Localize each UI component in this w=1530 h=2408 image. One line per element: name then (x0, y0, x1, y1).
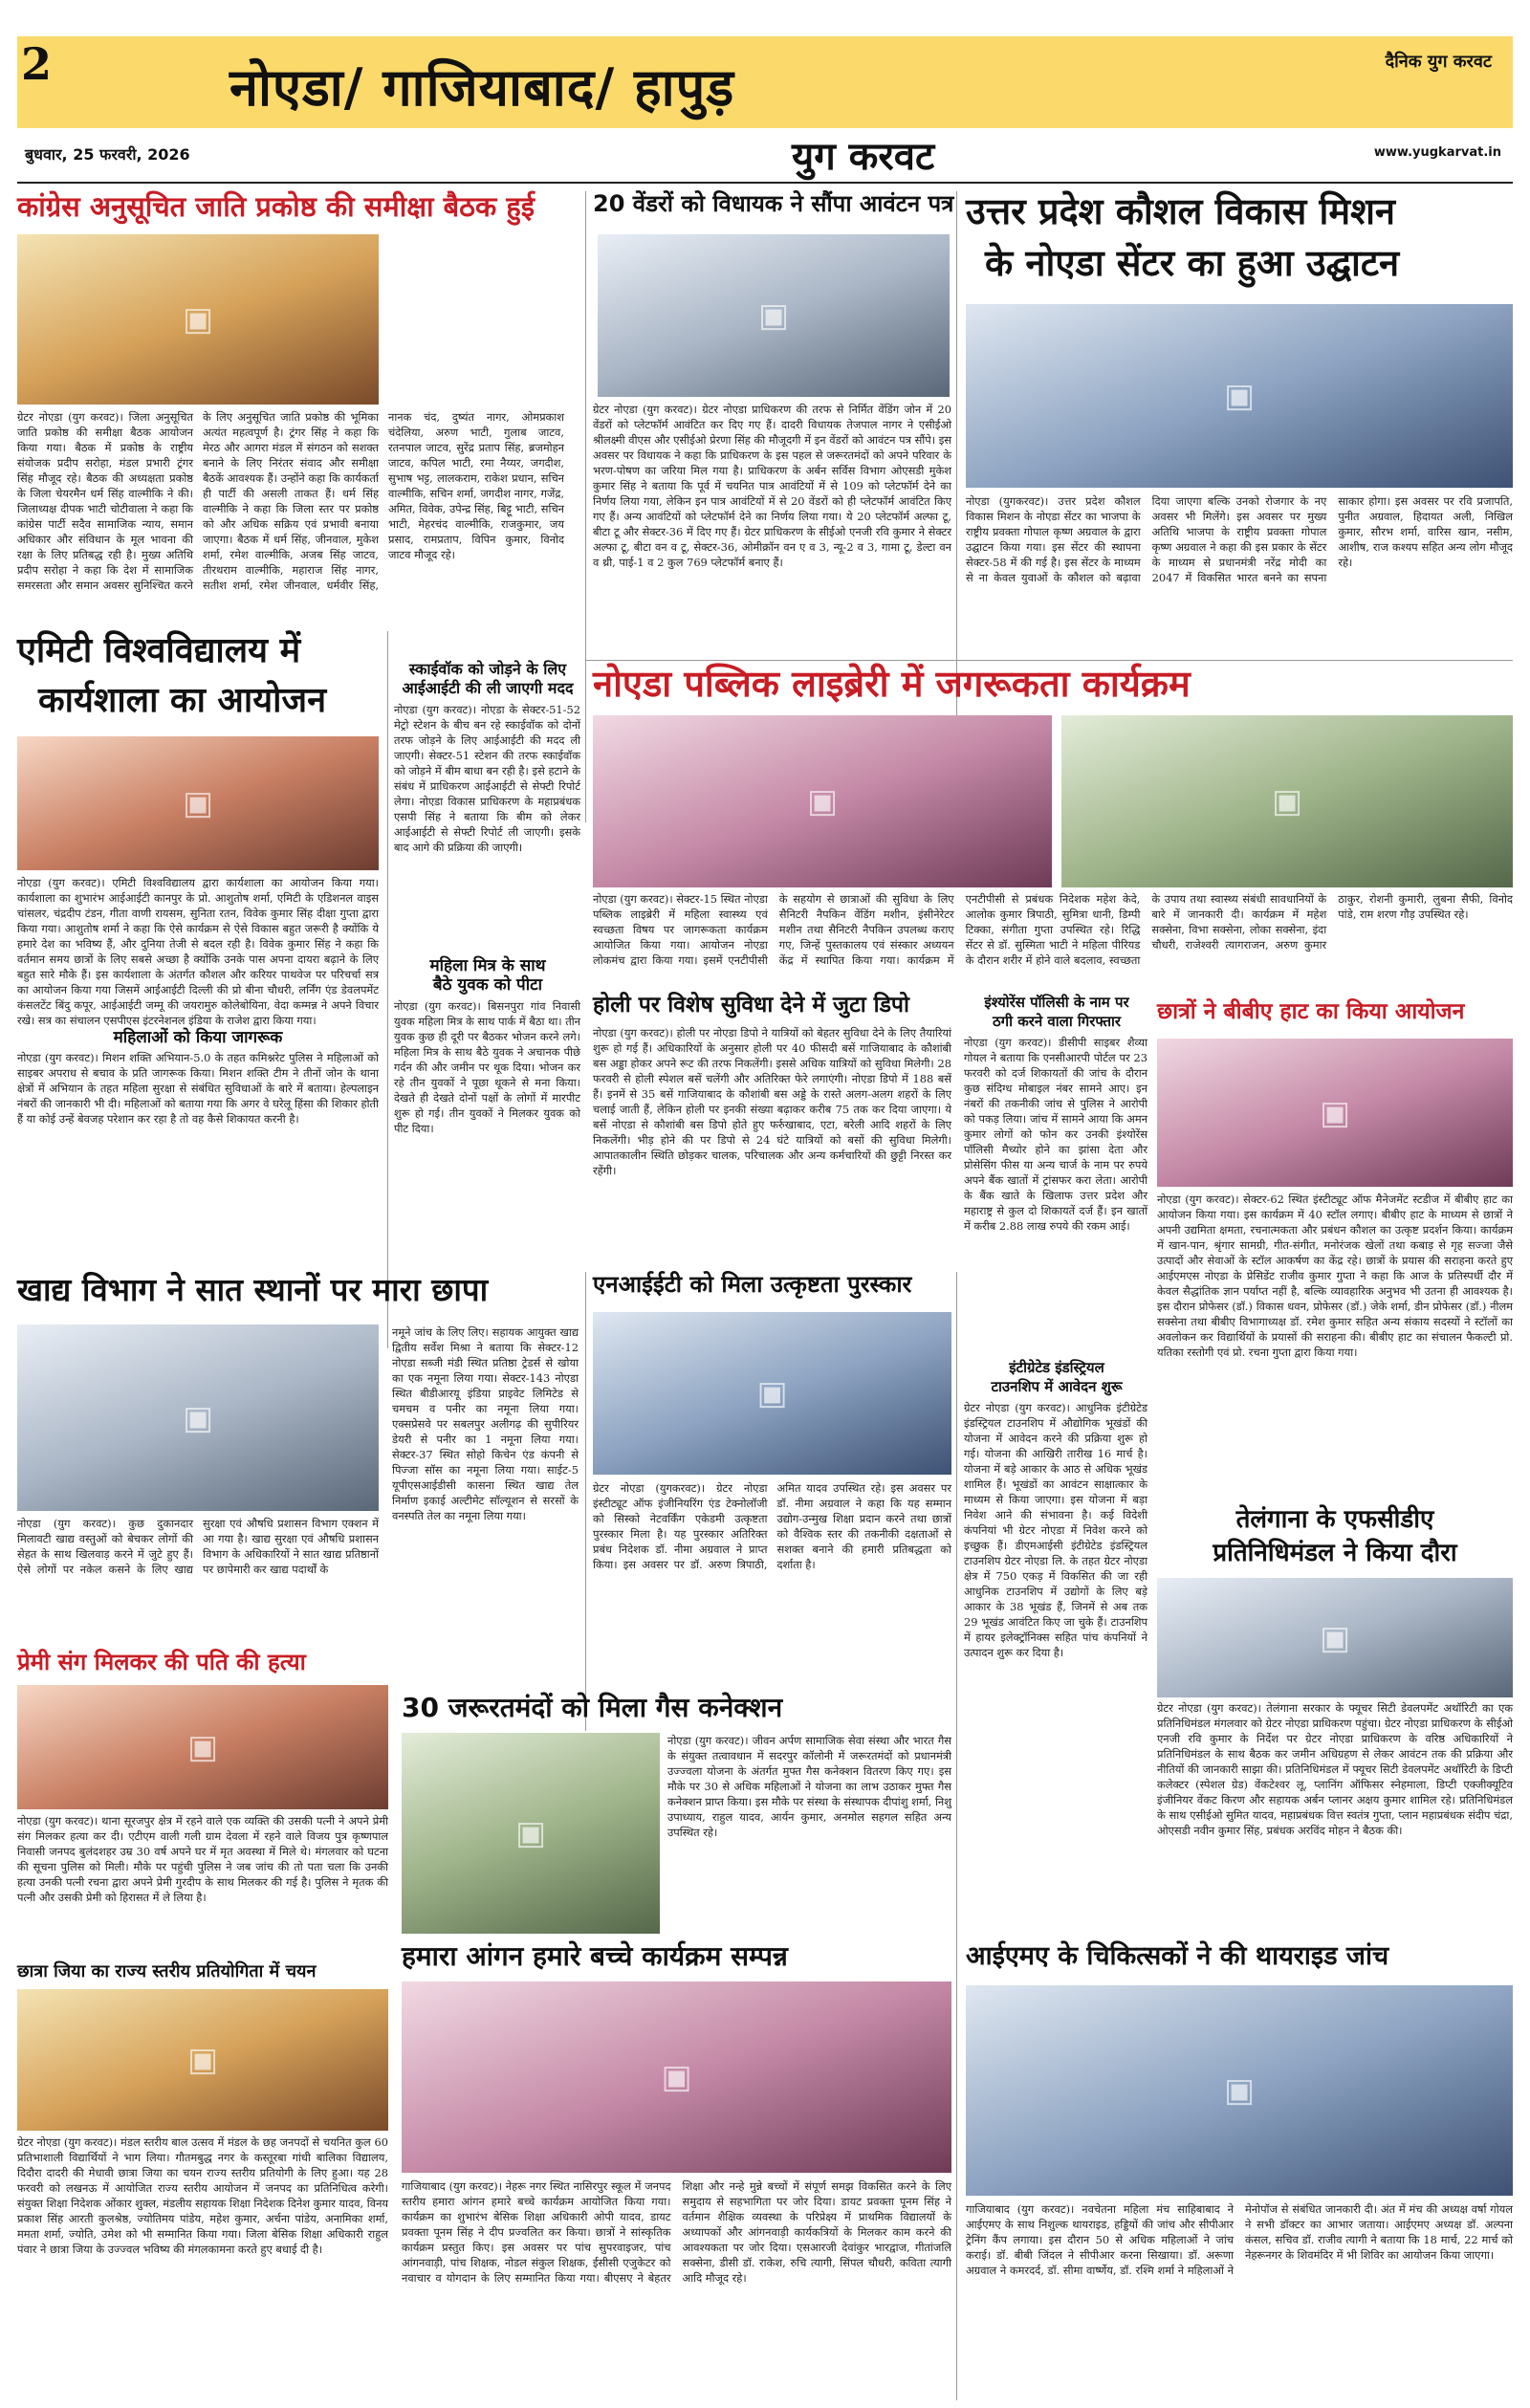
article-headline: खाद्य विभाग ने सात स्थानों पर मारा छापा (17, 1271, 489, 1308)
article-body: नोएडा (युग करवट)। थाना सूरजपुर क्षेत्र में रहने वाले एक व्यक्ति की उसकी पत्नी ने अपने प्रेमी संग मिलकर हत्या कर दी। एटीएम वाली गली ग्राम देवला में रहने वाले विजय पुत्र कृष्णपाल निवासी जनपद बुलंदशहर उम्र 30 वर्ष अपने घर में मृत अवस्था में मिले थे। मंगलवार को घटना की सूचना पुलिस को मिली। मौके पर पहुंची पुलिस ने जब जांच की तो पता चला कि उनकी हत्या उनकी पत्नी रचना द्वारा अपने प्रेमी गुरदीप के साथ मिलकर की गई है। पुलिस ने मृतक की पत्नी और उसकी प्रेमी को हिरासत में ले लिया है। (17, 1814, 388, 1904)
column-divider (387, 631, 388, 1348)
article-headline: छात्रा जिया का राज्य स्तरीय प्रतियोगिता में चयन (17, 1961, 317, 1981)
article-headline: 30 जरूरतमंदों को मिला गैस कनेक्शन (402, 1692, 783, 1723)
article-headline: बैठे युवक को पीटा (432, 975, 543, 995)
column-divider (585, 1272, 586, 1731)
article-headline: तेलंगाना के एफसीडीए (1235, 1505, 1434, 1534)
article-photo: ▣ (17, 1989, 388, 2131)
article-headline: कांग्रेस अनुसूचित जाति प्रकोष्ठ की समीक्षा बैठक हुई (17, 190, 536, 223)
article-body: ग्रेटर नोएडा (युग करवट)। तेलंगाना सरकार के फ्यूचर सिटी डेवलपमेंट अथॉरिटी का एक प्रतिनिधिमंडल मंगलवार को ग्रेटर नोएडा प्राधिकरण पहुंचा। ग्रेटर नोएडा प्राधिकरण के सीईओ एनजी रवि कुमार के निर्देश पर ग्रेटर नोएडा प्राधिकरण के वरिष्ठ अधिकारियों ने प्रतिनिधिमंडल के साथ बैठक कर जमीन अधिग्रहण से लेकर आवंटन तक की प्रक्रिया और नीतियों की जानकारी साझा की। प्रतिनिधिमंडल में फ्यूचर सिटी डेवलपमेंट अथॉरिटी के डिप्टी कलेक्टर (स्पेशल ग्रेड) वेंकटेश्वर लू, प्लानिंग ऑफिसर स्नेहमाला, डिप्टी एक्जीक्यूटिव इंजीनियर वेंकट किरण और सहायक अर्बन प्लानर अक्षय कुमार शामिल रहे। प्रतिनिधिमंडल के साथ एसीईओ सुमित यादव, महाप्रबंधक वित्त स्वतंत्र गुप्ता, प्लान महाप्रबंधक संदीप चंद्रा, ओएसडी नवीन कुमार सिंह, प्रबंधक अरविंद मोहन ने बैठक की। (1157, 1701, 1513, 1837)
masthead-rule (17, 182, 1513, 184)
article-body: गाजियाबाद (युग करवट)। नवचेतना महिला मंच साहिबाबाद ने आईएमए के साथ निशुल्क थायराइड, हड्डियों की जांच और सीपीआर ट्रेनिंग कैंप लगाया। इस दौरान 50 से अधिक महिलाओं ने जांच कराई। डॉ. बीबी जिंदल ने सीपीआर करना सिखाया। डॉ. अरूणा अग्रवाल ने कमरदर्द, डॉ. सीमा वार्ष्णेय, डॉ. रश्मि शर्मा ने महिलाओं ने मेनोपॉज से संबंधित जानकारी दी। अंत में मंच की अध्यक्ष वर्षा गोयल ने सभी डॉक्टर का आभार जताया। आईएमए अध्यक्ष डॉ. अल्पना कंसल, सचिव डॉ. राजीव त्यागी ने बताया कि 18 मार्च, 22 मार्च को नेहरूनगर के शिवमंदिर में भी शिविर का आयोजन किया जाएगा। (966, 2202, 1513, 2277)
section-title: नोएडा/ गाजियाबाद/ हापुड़ (230, 57, 735, 118)
article-body: नोएडा (युग करवट)। सेक्टर-62 स्थित इंस्टीट्यूट ऑफ मैनेजमेंट स्टडीज में बीबीए हाट का आयोजन किया गया। इस कार्यक्रम में 40 स्टॉल लगाए। बीबीए हाट के माध्यम से छात्रों ने अपनी उद्यमिता क्षमता, रचनात्मकता और प्रबंधन कौशल का उत्कृष्ट प्रदर्शन किया। कार्यक्रम में खान-पान, श्रृंगार सामग्री, गीत-संगीत, मनोरंजक खेलों तथा कबाड़ से गृह सज्जा जैसे उत्पादों और सेवाओं के स्टॉल आकर्षण का केंद्र रहे। छात्रों के प्रयास की सराहना करते हुए आईएमएस नोएडा के प्रेसिडेंट राजीव कुमार गुप्ता ने कहा कि आज के प्रतिस्पर्धी दौर में केवल सैद्धांतिक ज्ञान पर्याप्त नहीं है, बल्कि व्यावहारिक अनुभव भी उतना ही आवश्यक है। इस दौरान प्रोफेसर (डॉ.) विकास धवन, प्रोफेसर (डॉ.) जेके शर्मा, डीन प्रोफेसर (डॉ.) नीलम सक्सेना तथा बीबीए विभागाध्यक्ष डॉ. रमेश कुमार सहित अन्य संकाय सदस्यों ने स्टॉलों का अवलोकन कर विद्यार्थियों के प्रयासों की सराहना की। बीबीए हाट का संचालन फैकल्टी प्रो. यतिका रस्तोगी एवं प्रो. रचना गुप्ता द्वारा किया गया। (1157, 1193, 1513, 1359)
article-body: नोएडा (युग करवट)। होली पर नोएडा डिपो ने यात्रियों को बेहतर सुविधा देने के लिए तैयारियां शुरू हो गई हैं। अधिकारियों के अनुसार होली पर 40 फीसदी बसें गाजियाबाद के कौशांबी बस अड्डा होकर अपने रूट की तरफ निकलेंगी। इससे अधिक यात्रियों को सुविधा मिलेगी। 28 फरवरी से होली स्पेशल बसें चलेंगी और अतिरिक्त फेरे लगाएंगी। नोएडा डिपो में 188 बसें हैं। इनमें से 35 बसें गाजियाबाद के कौशांबी बस अड्डे के रास्ते अलग-अलग शहरों के लिए चलाई जाती हैं, लेकिन होली पर इनकी संख्या बढ़ाकर करीब 75 तक कर दिया जाएगा। ये बसें नोएडा से कौशांबी बस डिपो होते हुए फर्रुखाबाद, एटा, बरेली आदि शहरों के लिए निकलेंगी। भीड़ होने की पर डिपो से 24 घंटे यात्रियों को बसों की सुविधा मिलेगी। आपातकालीन स्थिति छोड़कर चालक, परिचालक और अन्य कर्मचारियों की छुट्टी निरस्त कर रहेंगी। (593, 1026, 951, 1177)
article-headline: ठगी करने वाला गिरफ्तार (992, 1013, 1122, 1030)
article-body: नोएडा (युग करवट)। डीसीपी साइबर शैव्या गोयल ने बताया कि एनसीआरपी पोर्टल पर 23 फरवरी को दर्ज शिकायतों की जांच के दौरान कुछ संदिग्ध मोबाइल नंबर सामने आए। इन नंबरों की तकनीकी जांच से पुलिस ने आरोपी को पकड़ लिया। जांच में सामने आया कि अमन कुमार लोगों को फोन कर उनकी इंश्योरेंस पॉलिसी मैच्योर होने का झांसा देता और प्रोसेसिंग फीस या अन्य चार्ज के नाम पर रुपये अपने बैंक खातों में ट्रांसफर करा लेता। आरोपी के बैंक खाते के खिलाफ उत्तर प्रदेश और महाराष्ट्र से कुल दो शिकायतें दर्ज हैं। इन खातों में करीब 2.88 लाख रुपये की रकम आई। (964, 1036, 1148, 1233)
article-body-cont (382, 234, 579, 602)
article-headline: होली पर विशेष सुविधा देने में जुटा डिपो (593, 993, 909, 1018)
article-photo: ▣ (593, 715, 1052, 887)
article-photo: ▣ (1157, 1039, 1513, 1187)
article-photo: ▣ (17, 1324, 379, 1511)
article-photo: ▣ (17, 234, 379, 405)
article-photo: ▣ (402, 1981, 951, 2173)
article-headline: के नोएडा सेंटर का हुआ उद्घाटन (985, 242, 1400, 284)
page-number: 2 (21, 38, 53, 90)
article-headline: एनआईईटी को मिला उत्कृष्टता पुरस्कार (593, 1271, 912, 1298)
article-photo: ▣ (593, 1312, 951, 1475)
article-headline: 20 वेंडरों को विधायक ने सौंपा आवंटन पत्र (593, 190, 954, 217)
article-headline: प्रतिनिधिमंडल ने किया दौरा (1213, 1539, 1457, 1567)
article-body: नमूने जांच के लिए लिए। सहायक आयुक्त खाद्य द्वितीय सर्वेश मिश्रा ने बताया कि सेक्टर-12 नोएडा सब्जी मंडी स्थित प्रतिष्ठा ट्रेडर्स से खोया का एक नमूना लिया गया। सेक्टर-143 नोएडा स्थित बीडीआरयू इंडिया प्राइवेट लिमिटेड से चमचम व पनीर का नमूना लिया गया। एक्सप्रेसवे पर सबलपुर अलीगढ़ की सुपीरियर डेयरी से पनीर का 1 नमूना लिया गया। सेक्टर-37 स्थित सोहो किचेन एंड कंपनी से पिज्जा सॉस का नमूना लिया गया। साईट-5 यूपीएसआईडीसी कासना स्थित खाद्य तेल निर्माण इकाई अल्टीमेट सॉल्यूशन से सरसों के वनस्पति तेल का नमूना लिया गया। (392, 1325, 579, 1522)
column-divider (956, 1272, 957, 2400)
article-headline: एमिटी विश्वविद्यालय में (17, 631, 301, 670)
article-headline: उत्तर प्रदेश कौशल विकास मिशन (966, 190, 1395, 232)
article-photo: ▣ (966, 304, 1513, 488)
article-photo: ▣ (1157, 1578, 1513, 1697)
article-body: नोएडा (युग करवट)। सेक्टर-15 स्थित नोएडा पब्लिक लाइब्रेरी में महिला स्वास्थ्य एवं स्वच्छता विषय पर जागरूकता कार्यक्रम आयोजित किया गया। आयोजन नोएडा लोकमंच द्वारा किया गया। इसमें एनटीपीसी के सहयोग से छात्राओं की सुविधा के लिए सैनिटरी नैपकिन वेंडिंग मशीन, इंसीनेरेटर मशीन तथा सैनिटरी नैपकिन उपलब्ध कराए गए, जिन्हें पुस्तकालय एवं संस्कार अध्ययन केंद्र में स्थापित किया गया। कार्यक्रम में एनटीपीसी से प्रबंधक निदेशक महेश केदे, आलोक कुमार त्रिपाठी, सुमित्रा धानी, डिम्पी टिक्का, संगीता गुप्ता उपस्थित रहे। रिद्धि सेंटर से डॉ. सुस्मिता भाटी ने महिला पीरियड के दौरान शरीर में होने वाले बदलाव, स्वच्छता के उपाय तथा स्वास्थ्य संबंधी सावधानियों के बारे में जानकारी दी। कार्यक्रम में महेश सक्सेना, विभा सक्सेना, लोका सक्सेना, इंदा चौधरी, राजेश्वरी त्यागराजन, अरुण कुमार ठाकुर, रोशनी कुमारी, लुबना सैफी, विनोद पांडे, राम शरण गौड़ उपस्थित रहे। (593, 892, 1513, 967)
article-headline: आईएमए के चिकित्सकों ने की थायराइड जांच (966, 1941, 1389, 1971)
article-body: नोएडा (युग करवट)। कुछ दुकानदार मिलावटी खाद्य वस्तुओं को बेचकर लोगों की सेहत के साथ खिलवाड़ करने में जुटे हुए हैं। ऐसे लोगों पर नकेल कसने के लिए खाद्य सुरक्षा एवं औषधि प्रशासन विभाग एक्शन में आ गया है। खाद्य सुरक्षा एवं औषधि प्रशासन विभाग के अधिकारियों ने सात खाद्य प्रतिष्ठानों पर छापेमारी कर खाद्य पदार्थों के (17, 1517, 379, 1576)
article-headline: कार्यशाला का आयोजन (38, 681, 327, 720)
column-divider (585, 191, 586, 822)
article-headline: इंटीग्रेटेड इंडस्ट्रियल (1009, 1359, 1104, 1376)
article-body: ग्रेटर नोएडा (युग करवट)। मंडल स्तरीय बाल उत्सव में मंडल के छह जनपदों से चयनित कुल 60 प्रतिभाशाली विद्यार्थियों ने भाग लिया। गौतमबुद्ध नगर के कस्तूरबा गांधी बालिका विद्यालय, दिदौरा दादरी की मेधावी छात्रा जिया का चयन राज्य स्तरीय प्रतियोगी के लिए हुआ। यह 28 फरवरी को लखनऊ में आयोजित राज्य स्तरीय आयोजन में जनपद का प्रतिनिधित्व करेगी। संयुक्त शिक्षा निदेशक ओंकार शुक्ल, मंडलीय सहायक शिक्षा निदेशक दिनेश कुमार यादव, विनय प्रकाश सिंह आरती कुलश्रेष्ठ, ज्योतिमय पांडेय, महेश कुमार, अर्चना पांडेय, अनामिका शर्मा, ममता शर्मा, ज्योति, उमेश को भी सम्मानित किया गया। जिला बेसिक शिक्षा अधिकारी राहुल पंवार ने छात्रा जिया के उज्ज्वल भविष्य की मंगलकामना करते हुए बधाई दी है। (17, 2135, 388, 2256)
website-url: www.yugkarvat.in (1373, 145, 1501, 160)
article-photo: ▣ (1061, 715, 1513, 887)
article-headline: प्रेमी संग मिलकर की पति की हत्या (17, 1649, 306, 1675)
article-headline: आईआईटी की ली जाएगी मदद (402, 679, 574, 697)
divider (585, 660, 1513, 661)
article-body: ग्रेटर नोएडा (युग करवट)। आधुनिक इंटीग्रेटेड इंडस्ट्रियल टाउनशिप में औद्योगिक भूखंडों की योजना में आवेदन करने की प्रक्रिया शुरू हो गई। योजना की आखिरी तारीख 16 मार्च है। योजना में बड़े आकार के आठ से अधिक भूखंड शामिल हैं। भूखंडों का आवंटन साक्षात्कार के माध्यम से किया जाएगा। इस योजना में बड़ा निवेश आने की संभावना है। कई विदेशी कंपनियां भी ग्रेटर नोएडा में निवेश करने को इच्छुक हैं। डीएमआईसी इंटीग्रेटेड इंडस्ट्रियल टाउनशिप ग्रेटर नोएडा लि. के तहत ग्रेटर नोएडा क्षेत्र में 750 एकड़ में विकसित की जा रही आधुनिक टाउनशिप में उद्योगों के लिए बड़े आकार के 38 भूखंड हैं, जिनमें से अब तक 29 भूखंड आवंटित किए जा चुके हैं। टाउनशिप में हायर इलेक्ट्रॉनिक्स सहित पांच कंपनियों ने उत्पादन शुरू कर दिया है। (964, 1401, 1148, 1659)
brand-logo-text: युग करवट (792, 134, 935, 179)
article-headline: स्काईवॉक को जोड़ने के लिए (408, 660, 567, 678)
article-headline: महिलाओं को किया जागरूक (113, 1028, 283, 1047)
article-headline: हमारा आंगन हमारे बच्चे कार्यक्रम सम्पन्न (402, 1940, 788, 1972)
article-body: गाजियाबाद (युग करवट)। नेहरू नगर स्थित नासिरपुर स्कूल में जनपद स्तरीय हमारा आंगन हमारे बच्चे कार्यक्रम आयोजित किया गया। कार्यक्रम का शुभारंभ बेसिक शिक्षा अधिकारी ओपी यादव, डायट प्रवक्ता पूनम सिंह ने दीप प्रज्वलित कर किया। छात्रों ने सांस्कृतिक कार्यक्रम प्रस्तुत किए। इस अवसर पर पांच सुपरवाइजर, पांच आंगनवाड़ी, पांच शिक्षक, नोडल संकुल शिक्षक, ईसीसी एजुकेटर को नवाचार व योगदान के लिए सम्मानित किया गया। बीएसए ने बेहतर शिक्षा और नन्हे मुन्ने बच्चों में संपूर्ण समझ विकसित करने के लिए समुदाय से सहभागिता पर जोर दिया। डायट प्रवक्ता पूनम सिंह ने वर्तमान शैक्षिक व्यवस्था के परिप्रेक्ष्य में प्राथमिक विद्यालयों के अध्यापकों और आंगनवाड़ी कार्यकत्रियों के मिलकर काम करने की आवश्यकता पर जोर दिया। एसआरजी देवांकुर भारद्वाज, गीतांजलि सक्सेना, डीसी डॉ. राकेश, रुचि त्यागी, सिंपल चौधरी, कविता त्यागी आदि मौजूद रहे। (402, 2179, 951, 2285)
article-photo: ▣ (966, 1985, 1513, 2196)
article-headline: नोएडा पब्लिक लाइब्रेरी में जगरूकता कार्यक्रम (593, 663, 1191, 705)
article-photo: ▣ (402, 1733, 660, 1934)
article-body: नोएडा (युग करवट)। मिशन शक्ति अभियान-5.0 के तहत कमिश्नरेट पुलिस ने महिलाओं को साइबर अपराध से बचाव के प्रति जागरूक किया। मिशन शक्ति टीम ने तीनों जोन के थाना क्षेत्रों में अभियान के तहत महिला सुरक्षा से संबंधित सुविधाओं के बारे में बताया। हेल्पलाइन नंबरों की जानकारी भी दी। महिलाओं को बताया गया कि अगर वे घरेलू हिंसा की शिकार होती हैं या कोई उन्हें बेवजह परेशान कर रहा है तो वह कैसे शिकायत करनी है। (17, 1051, 379, 1126)
article-body: नोएडा (युग करवट)। जीवन अर्पण सामाजिक सेवा संस्था और भारत गैस के संयुक्त तत्वावधान में सदरपुर कॉलोनी में जरूरतमंदों को प्रधानमंत्री उज्ज्वला योजना के अंतर्गत मुफ्त गैस कनेक्शन वितरण किए गए। इस मौके पर 30 से अधिक महिलाओं ने योजना का लाभ उठाकर मुफ्त गैस कनेक्शन प्राप्त किया। इस मौके पर संस्था के संस्थापक दीपांशु शर्मा, निशु उपाध्याय, राहुल यादव, आर्यन कुमार, अनमोल सहगल सहित अन्य उपस्थित रहे। (667, 1734, 951, 1839)
article-photo: ▣ (17, 736, 379, 870)
article-photo: ▣ (598, 234, 950, 397)
issue-date: बुधवार, 25 फरवरी, 2026 (25, 145, 190, 164)
article-body: ग्रेटर नोएडा (युग करवट)। ग्रेटर नोएडा प्राधिकरण की तरफ से निर्मित वेंडिंग जोन में 20 वेंडरों को प्लेटफॉर्म आवंटित कर दिए गए हैं। दादरी विधायक तेजपाल नागर ने एसीईओ श्रीलक्ष्मी वीएस और एसीईओ प्रेरणा सिंह की मौजूदगी में इन वेंडरों को आवंटन पत्र सौंपे। इस अवसर पर विधायक ने कहा कि प्राधिकरण के इस पहल से जरूरतमंदों को अपने परिवार के भरण-पोषण का जरिया मिल गया है। प्राधिकरण के अर्बन सर्विस विभाग ओएसडी मुकेश कुमार सिंह ने बताया कि पूर्व में चयनित पात्र आवंटियों में से 109 को प्लेटफॉर्म देने का निर्णय लिया गया, लेकिन इन पात्र आवंटियों में से 20 वेंडरों को ही प्लेटफॉर्म आवंटित किए गए हैं। अन्य आवंटियों को प्लेटफॉर्म देने का निर्णय लिया गया। ये 20 प्लेटफॉर्म अल्फा टू, बीटा टू और सेक्टर-36 में दिए गए हैं। ग्रेटर प्राधिकरण के सीईओ एनजी रवि कुमार ने सेक्टर अल्फा टू, बीटा वन व टू, सेक्टर-36, ओमीक्रॉन वन ए व 3, न्यू-2 व 3, गामा टू, डेल्टा वन व थ्री, पाई-1 व 2 कुल 769 प्लेटफॉर्म बनाए हैं। (593, 403, 951, 569)
article-body: नोएडा (युग करवट)। एमिटी विश्वविद्यालय द्वारा कार्यशाला का आयोजन किया गया। कार्यशाला का शुभारंभ आईआईटी कानपुर के प्रो. आशुतोष शर्मा, एमिटी के एडिशनल वाइस चांसलर, चंद्रदीप टंडन, गीता वाणी रायसम, सुनिता रतन, विवेक कुमार सिंह दीक्षा गुप्ता द्वारा किया गया। आशुतोष शर्मा ने कहा कि ऐसे कार्यक्रम से ऐसे विकास बहुत जरूरी है क्योंकि ये हमारे देश का भविष्य हैं, और दुनिया तेजी से बदल रही है। विवेक कुमार सिंह ने कहा कि वर्तमान समय छात्रों के लिए सबसे अच्छा है क्योंकि उनके पास अपना दायरा बढ़ाने के लिए बहुत सारे मौके हैं। इस कार्यशाला के अंतर्गत कौशल और करियर पाथवेज पर परिचर्चा सत्र का आयोजन किया गया जिसमें आईआईटी दिल्ली की प्रो बीना चौधरी, लर्निंग एंड डेवलपमेंट कंसलटेंट बिंदु कपूर, आईआईटी जम्मू की जयरामुरु कोलेबोयिना, वेदा कम्मन्न ने अपने विचार रखे। सत्र का संचालन एसपीएस इंटरनेशनल इंडिया के राजेश द्वारा किया गया। (17, 876, 379, 1027)
article-body: नोएडा (युगकरवट)। उत्तर प्रदेश कौशल विकास मिशन के नोएडा सेंटर का भाजपा के राष्ट्रीय प्रवक्ता गोपाल कृष्ण अग्रवाल के द्वारा उद्घाटन किया गया। इस सेंटर की स्थापना सेक्टर-58 में की गई है। इस सेंटर के माध्यम से ना केवल युवाओं के कौशल को बढ़ावा दिया जाएगा बल्कि उनको रोजगार के नए अवसर भी मिलेंगे। इस अवसर पर मुख्य अतिथि भाजपा के राष्ट्रीय प्रवक्ता गोपाल कृष्ण अग्रवाल ने कहा की इस प्रकार के सेंटर के माध्यम से प्रधानमंत्री नरेंद्र मोदी का 2047 में विकसित भारत बनने का सपना साकार होगा। इस अवसर पर रवि प्रजापति, पुनीत अग्रवाल, हिदायत अली, निखिल कुमार, सौरभ शर्मा, वारिस खान, नसीम, आशीष, राज कश्यप सहित अन्य लोग मौजूद रहे। (966, 494, 1513, 584)
article-body: नोएडा (युग करवट)। बिसनपुरा गांव निवासी युवक महिला मित्र के साथ पार्क में बैठा था। तीन युवक कुछ ही दूरी पर बैठकर भोजन करने लगे। महिला मित्र के साथ बैठे युवक ने अचानक पीछे गर्दन की और जमीन पर थूक दिया। भोजन कर रहे तीन युवकों ने पूछा थूकने से मना किया। देखते ही देखते दोनों पक्षों के लोगों में मारपीट शुरू हो गई। तीन युवकों ने मिलकर युवक को पीट दिया। (394, 999, 580, 1135)
article-body: नोएडा (युग करवट)। नोएडा के सेक्टर-51-52 मेट्रो स्टेशन के बीच बन रहे स्काईवॉक को दोनों तरफ जोड़ने के लिए आईआईटी की मदद ली जाएगी। सेक्टर-51 स्टेशन की तरफ स्काईवॉक को जोड़ने में बीम बाधा बन रही है। इसे हटाने के संबंध में प्राधिकरण आईआईटी से सेफ्टी रिपोर्ट लेगा। नोएडा विकास प्राधिकरण के महाप्रबंधक एसपी सिंह ने बताया कि बीम को लेकर आईआईटी से सेफ्टी रिपोर्ट ली जाएगी। इसके बाद आगे की प्रक्रिया की जाएगी। (394, 703, 580, 854)
article-headline: टाउनशिप में आवेदन शुरू (991, 1378, 1123, 1395)
article-body: ग्रेटर नोएडा (युग करवट)। जिला अनुसूचित जाति प्रकोष्ठ की समीक्षा बैठक आयोजन किया गया। बैठक में प्रकोष्ठ के राष्ट्रीय संयोजक प्रदीप सरोहा, मंडल प्रभारी ट्रंगर सिंह मौजूद रहे। बैठक की अध्यक्षता प्रकोष्ठ के जिला चेयरमैन धर्म सिंह वाल्मीकि ने की। जिलाध्यक्ष दीपक भाटी चोटीवाला ने कहा कि कांग्रेस पार्टी सदैव सामाजिक न्याय, समान अधिकार और संविधान के मूल भावना की रक्षा के लिए प्रतिबद्ध रही है। मुख्य अतिथि प्रदीप सरोहा ने कहा कि देश में सामाजिक समरसता और समान अवसर सुनिश्चित करने के लिए अनुसूचित जाति प्रकोष्ठ की भूमिका अत्यंत महत्वपूर्ण है। ट्रंगर सिंह ने कहा कि मेरठ और आगरा मंडल में संगठन को सशक्त बनाने के लिए निरंतर संवाद और समीक्षा बैठकें आवश्यक हैं। उन्होंने कहा कि कार्यकर्ता ही पार्टी की असली ताकत हैं। धर्म सिंह वाल्मीकि ने कहा कि जिला स्तर पर प्रकोष्ठ को और अधिक सक्रिय एवं प्रभावी बनाया जाएगा। बैठक में धर्म सिंह, जीनवाल, मुकेश शर्मा, रमेश वाल्मीकि, अजब सिंह जाटव, तीरथराम वाल्मीकि, महाराज सिंह नागर, सतीश शर्मा, रमेश जीनवाल, धर्मवीर सिंह, नानक चंद, दुष्यंत नागर, ओमप्रकाश चंदेलिया, अरुण भाटी, गुलाब जाटव, रतनपाल जाटव, सुरेंद्र प्रताप सिंह, ब्रजमोहन जाटव, कपिल भाटी, रमा नैय्यर, जगदीश, सुभाष भट्ट, लालकराम, राकेश प्रधान, सचिन वाल्मीकि, सचिन शर्मा, जगदीश नागर, गजेंद्र, अमित, विवेक, उपेन्द्र सिंह, बिट्टू भाटी, सचिन भाटी, मेहरचंद वाल्मीकि, राजकुमार, जय प्रसाद, रामप्रताप, विपिन कुमार, विनोद जाटव मौजूद रहे। (17, 410, 564, 592)
brand-top: दैनिक युग करवट (1385, 52, 1492, 72)
article-headline: छात्रों ने बीबीए हाट का किया आयोजन (1157, 999, 1465, 1024)
article-headline: इंश्योरेंस पॉलिसी के नाम पर (984, 994, 1129, 1011)
article-body: ग्रेटर नोएडा (युगकरवट)। ग्रेटर नोएडा इंस्टीट्यूट ऑफ इंजीनियरिंग एंड टेक्नोलॉजी को सिस्को नेटवर्किंग एकेडमी उत्कृष्टता पुरस्कार मिला है। यह पुरस्कार अतिरिक्त प्रबंध निदेशक डॉ. नीमा अग्रवाल ने प्राप्त किया। इस अवसर पर डॉ. अरुण त्रिपाठी, अमित यादव उपस्थित रहे। इस अवसर पर डॉ. नीमा अग्रवाल ने कहा कि यह सम्मान उद्योग-उन्मुख शिक्षा प्रदान करने तथा छात्रों को वैश्विक स्तर की तकनीकी दक्षताओं से सशक्त बनाने की हमारी प्रतिबद्धता को दर्शाता है। (593, 1481, 951, 1571)
article-headline: महिला मित्र के साथ (429, 956, 546, 975)
article-photo: ▣ (17, 1685, 388, 1809)
